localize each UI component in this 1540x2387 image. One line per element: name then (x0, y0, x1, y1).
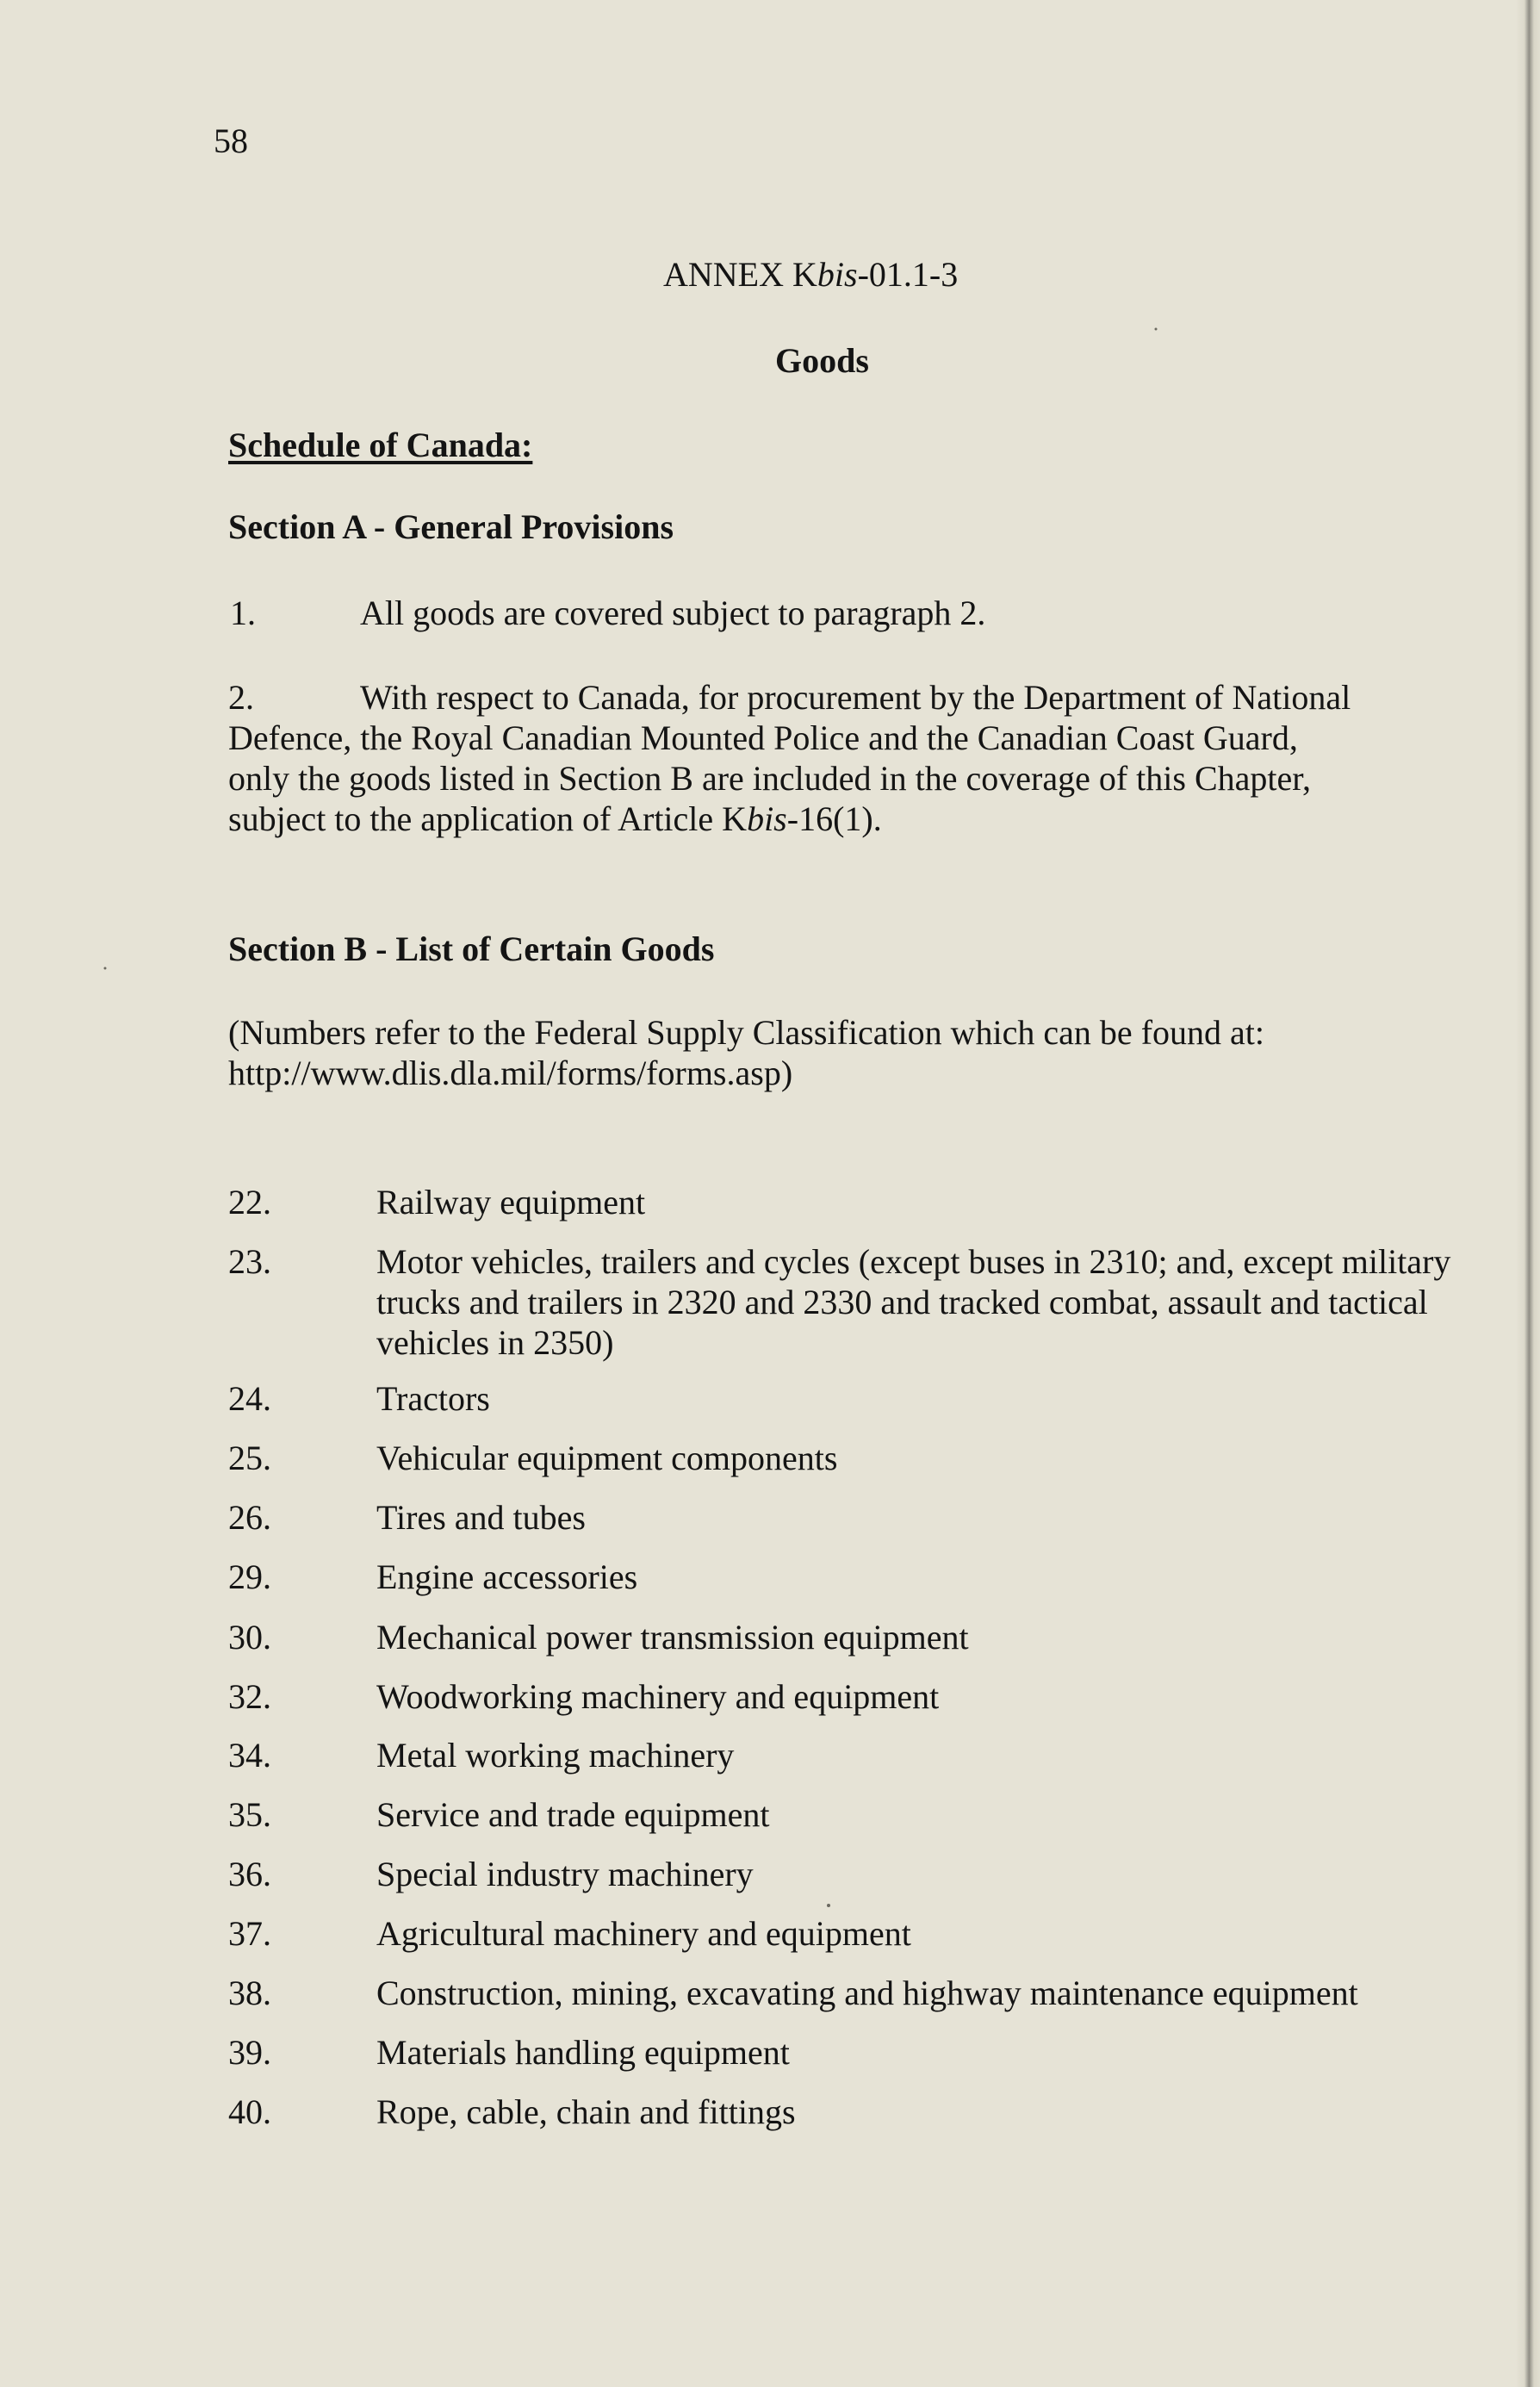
annex-prefix: ANNEX K (663, 255, 817, 294)
paragraph-2-number: 2. (228, 678, 254, 717)
goods-item-number: 24. (228, 1379, 271, 1418)
paragraph-2-line-4-post: -16(1). (786, 799, 882, 838)
paragraph-2-line-3: only the goods listed in Section B are included in the coverage of this Chapter, (228, 759, 1311, 798)
section-a-heading: Section A - General Provisions (228, 507, 674, 546)
page-number: 58 (214, 121, 248, 160)
goods-item-label-line: Special industry machinery (376, 1855, 754, 1893)
goods-item-label-line: Rope, cable, chain and fittings (376, 2092, 796, 2131)
goods-item-label-line: Construction, mining, excavating and highway maintenance equipment (376, 1974, 1358, 2012)
goods-item-number: 36. (228, 1855, 271, 1893)
scan-speck (1155, 328, 1158, 331)
goods-item-label-line: Metal working machinery (376, 1736, 735, 1775)
paragraph-2-line-4-italic: bis (747, 799, 787, 838)
paragraph-1-number: 1. (230, 594, 256, 632)
goods-item-number: 37. (228, 1914, 271, 1953)
goods-item-number: 30. (228, 1618, 271, 1657)
goods-item-label-line: Materials handling equipment (376, 2033, 790, 2072)
annex-suffix: -01.1-3 (857, 255, 959, 294)
goods-item-label-line: Railway equipment (376, 1183, 646, 1221)
scan-speck (827, 1904, 830, 1907)
goods-item-label-line: Mechanical power transmission equipment (376, 1618, 969, 1657)
goods-item-label-line: Woodworking machinery and equipment (376, 1677, 940, 1716)
classification-note-line-1: (Numbers refer to the Federal Supply Classification which can be found at: (228, 1013, 1264, 1052)
goods-item-number: 40. (228, 2092, 271, 2131)
goods-item-label-line: Tractors (376, 1379, 490, 1418)
goods-item-label-line: Vehicular equipment components (376, 1439, 838, 1477)
goods-item-number: 35. (228, 1795, 271, 1834)
goods-item-number: 34. (228, 1736, 271, 1775)
subtitle: Goods (775, 341, 869, 380)
goods-item-number: 22. (228, 1183, 271, 1221)
goods-item-label-line: trucks and trailers in 2320 and 2330 and tracked combat, assault and tactical (376, 1283, 1428, 1321)
page-binding-edge (1516, 0, 1540, 2387)
annex-italic: bis (817, 255, 858, 294)
goods-item-label-line: Agricultural machinery and equipment (376, 1914, 911, 1953)
goods-item-label-line: Motor vehicles, trailers and cycles (except buses in 2310; and, except military (376, 1242, 1451, 1281)
goods-item-number: 26. (228, 1498, 271, 1537)
goods-item-label-line: Service and trade equipment (376, 1795, 770, 1834)
paragraph-1-text: All goods are covered subject to paragraph 2. (360, 594, 986, 632)
goods-item-number: 29. (228, 1557, 271, 1596)
goods-item-number: 39. (228, 2033, 271, 2072)
schedule-heading: Schedule of Canada: (228, 426, 533, 464)
paragraph-2-line-1-text: With respect to Canada, for procurement by the Department of National (360, 678, 1351, 717)
scan-speck (104, 967, 107, 970)
goods-item-label-line: Tires and tubes (376, 1498, 586, 1537)
goods-item-label-line: Engine accessories (376, 1557, 638, 1596)
goods-item-number: 25. (228, 1439, 271, 1477)
paragraph-2-line-2: Defence, the Royal Canadian Mounted Police and the Canadian Coast Guard, (228, 718, 1298, 757)
classification-note-url: http://www.dlis.dla.mil/forms/forms.asp) (228, 1054, 793, 1092)
goods-item-number: 23. (228, 1242, 271, 1281)
paragraph-2-line-4-pre: subject to the application of Article K (228, 799, 748, 838)
section-b-heading: Section B - List of Certain Goods (228, 929, 715, 968)
goods-item-label-line: vehicles in 2350) (376, 1323, 614, 1362)
goods-item-number: 32. (228, 1677, 271, 1716)
goods-item-number: 38. (228, 1974, 271, 2012)
